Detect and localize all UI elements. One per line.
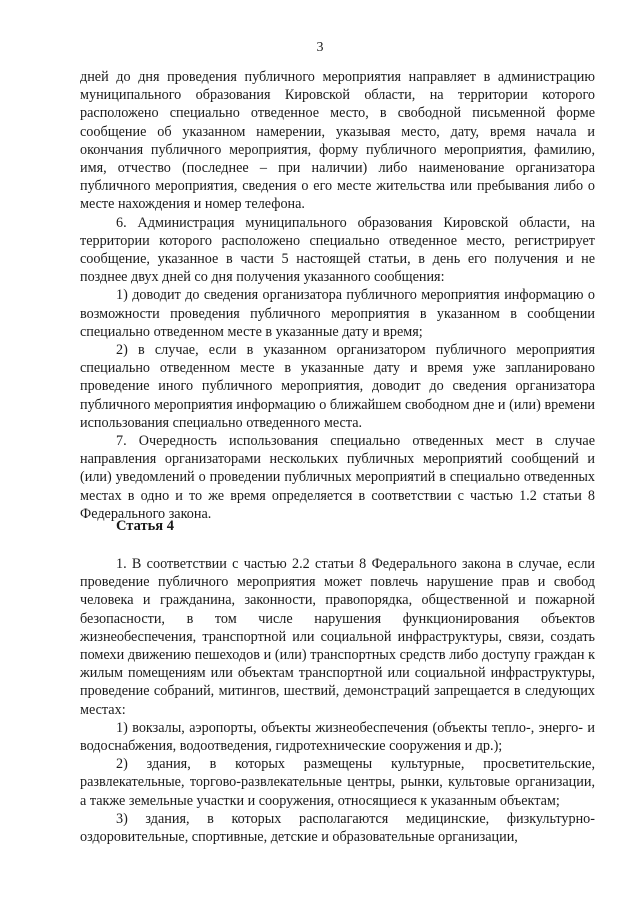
paragraph: 1. В соответствии с частью 2.2 статьи 8 Федерального закона в случае, если проведение публичного мероприятия может повлечь нарушение прав и свобод человека и гражданина, законности, правопорядка, общественной и пожарной безопасности, в том числе нарушения функционирования объектов жизнеобеспечения, транспортной или социальной инфраструктуры, связи, создать помехи движению пешеходов и (или) транспортных средств либо доступу граждан к жилым помещениям или объектам транспортной или социальной инфраструктуры, проведение собраний, митингов, шествий, демонстраций запрещается в следующих местах: [80,556,595,718]
article-heading: Статья 4 [116,518,174,534]
paragraph: дней до дня проведения публичного мероприятия направляет в администрацию муниципального образования Кировской области, на территории которого расположено специально отведенное место, в свободной письменной форме сообщение об указанном намерении, указывая место, дату, время начала и окончания публичного мероприятия, форму публичного мероприятия, фамилию, имя, отчество (последнее – при наличии) либо наименование организатора публичного мероприятия, сведения о его месте жительства или пребывания либо о месте нахождения и номер телефона. [80,69,595,213]
paragraph: 6. Администрация муниципального образования Кировской области, на территории которого расположено специально отведенное место, регистрирует сообщение, указанное в части 5 настоящей статьи, в день его получения и не позднее двух дней со дня получения указанного сообщения: [80,214,595,286]
text-block-bottom [80,555,595,846]
page-number: 3 [316,40,324,55]
paragraph: 2) здания, в которых размещены культурные, просветительские, развлекательные, торгово-развлекательные центры, рынки, культовые организации, а также земельные участки и сооружения, относящиеся к указанным объектам; [80,756,595,809]
paragraph: 1) вокзалы, аэропорты, объекты жизнеобеспечения (объекты тепло-, энерго- и водоснабжения, водоотведения, гидротехнические сооружения и др.); [80,719,595,755]
paragraph: 7. Очередность использования специально отведенных мест в случае направления организаторами нескольких публичных мероприятий сообщений и (или) уведомлений о проведении публичных мероприятий в специально отведенных местах в одно и то же время определяется в соответствии с частью 1.2 статьи 8 Федерального закона. [80,433,595,522]
paragraph: 2) в случае, если в указанном организатором публичного мероприятия специально отведенном месте в указанные дату и время уже запланировано проведение иного публичного мероприятия, доводит до сведения организатора публичного мероприятия информацию о ближайшем свободном дне и (или) времени использования специально отведенного места. [80,342,595,431]
paragraph: 1) доводит до сведения организатора публичного мероприятия информацию о возможности проведения публичного мероприятия в указанном в сообщении специально отведенном месте в указанные дату и время; [80,287,595,340]
paragraph: 3) здания, в которых располагаются медицинские, физкультурно-оздоровительные, спортивные, детские и образовательные организации, [80,810,595,846]
text-block-top [80,68,595,523]
